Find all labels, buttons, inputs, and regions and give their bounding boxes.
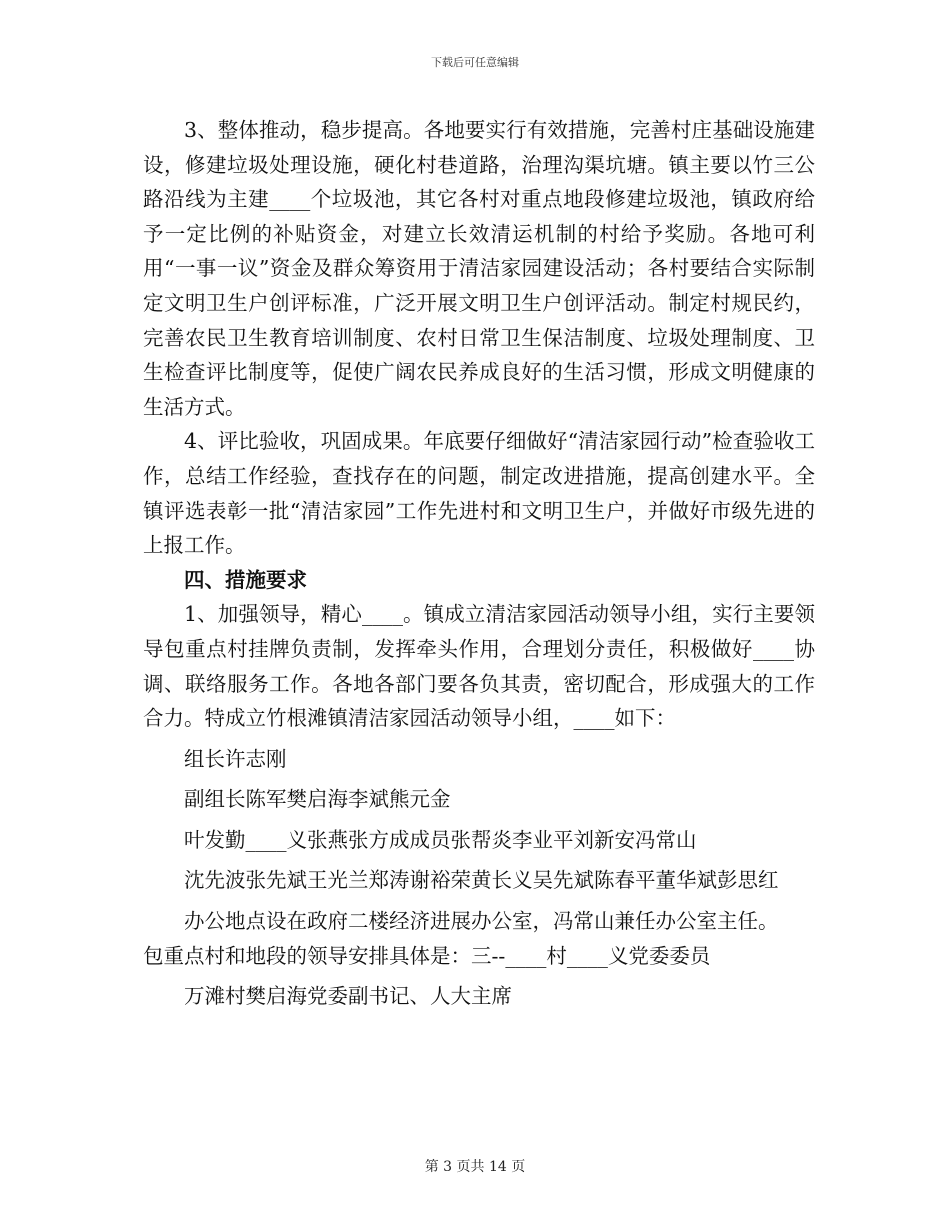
paragraph-measures: 1、加强领导，精心____。镇成立清洁家园活动领导小组，实行主要领导包重点村挂牌负责制，发挥牵头作用，合理划分责任，积极做好____协调、联络服务工作。各地各部门要各负其责，密切配合，形成强大的工作合力。特成立竹根滩镇清洁家园活动领导小组，____如下： xyxy=(143,602,815,731)
arrangement-line: 包重点村和地段的领导安排具体是：三--____村____义党委委员 xyxy=(143,943,711,968)
paragraph-item-4: 4、评比验收，巩固成果。年底要仔细做好“清洁家园行动”检查验收工作，总结工作经验，查找存在的问题，制定改进措施，提高创建水平。全镇评选表彰一批“清洁家园”工作先进村和文明卫生户，并做好市级先进的上报工作。 xyxy=(143,429,815,558)
paragraph-item-3: 3、整体推动，稳步提高。各地要实行有效措施，完善村庄基础设施建设，修建垃圾处理设施，硬化村巷道路，治理沟渠坑塘。镇主要以竹三公路沿线为主建____个垃圾池，其它各村对重点地段修建垃圾池，镇政府给予一定比例的补贴资金，对建立长效清运机制的村给予奖励。各地可利用“一事一议”资金及群众筹资用于清洁家园建设活动；各村要结合实际制定文明卫生户创评标准，广泛开展文明卫生户创评活动。制定村规民约，完善农民卫生教育培训制度、农村日常卫生保洁制度、垃圾处理制度、卫生检查评比制度等，促使广阔农民养成良好的生活习惯，形成文明健康的生活方式。 xyxy=(143,118,815,419)
member-line-deputy: 副组长陈军樊启海李斌熊元金 xyxy=(184,787,451,812)
village-leader-line: 万滩村樊启海党委副书记、人大主席 xyxy=(184,984,512,1009)
member-line-leader: 组长许志刚 xyxy=(184,746,287,771)
office-location-line: 办公地点设在政府二楼经济进展办公室，冯常山兼任办公室主任。 xyxy=(184,909,779,934)
member-line-members-1: 叶发勤____义张燕张方成成员张帮炎李业平刘新安冯常山 xyxy=(184,827,697,852)
page-number: 第 3 页共 14 页 xyxy=(424,1159,526,1175)
page-header-note: 下载后可任意编辑 xyxy=(431,56,519,69)
member-line-members-2: 沈先波张先斌王光兰郑涛谢裕荣黄长义吴先斌陈春平董华斌彭思红 xyxy=(184,868,779,893)
section-heading: 四、措施要求 xyxy=(184,567,307,592)
document-body xyxy=(143,113,815,1014)
